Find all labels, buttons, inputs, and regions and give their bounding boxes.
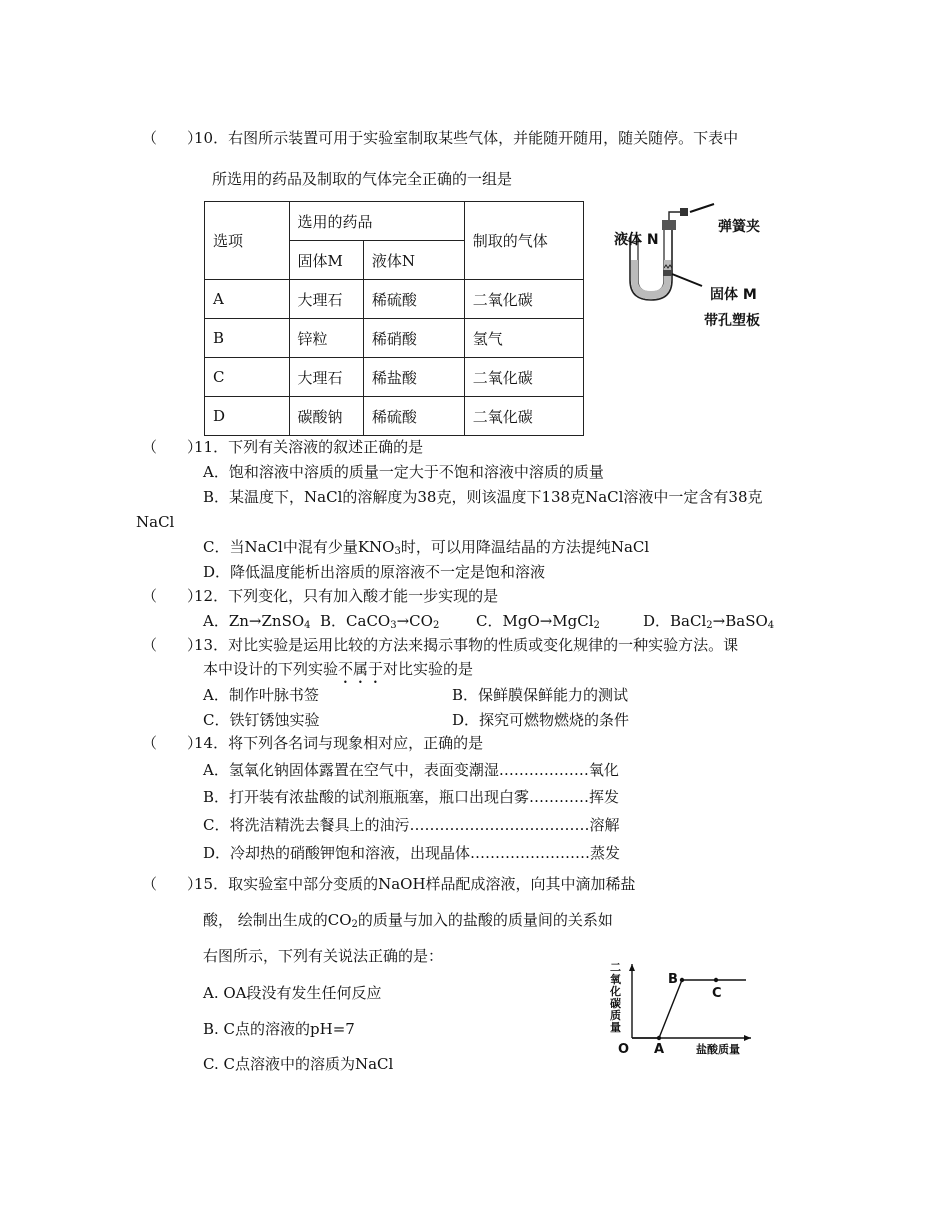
q12-option-a: A．Zn→ZnSO$_4$ bbox=[203, 612, 311, 631]
co2-vs-acid-graph bbox=[606, 958, 756, 1062]
q14-paren: （ ） bbox=[142, 734, 203, 752]
y-axis-arrow bbox=[629, 964, 635, 971]
cell: D bbox=[205, 397, 290, 436]
cell: 锌粒 bbox=[289, 319, 363, 358]
emphasis-not-belong: 不属于 bbox=[338, 660, 384, 678]
q11-option-b-line2: NaCl bbox=[136, 513, 175, 531]
q14-option-b: B．打开装有浓盐酸的试剂瓶瓶塞，瓶口出现白雾…………挥发 bbox=[203, 788, 620, 806]
q15-paren: （ ） bbox=[142, 875, 203, 893]
graph-origin-label: O bbox=[618, 1042, 630, 1057]
q14-option-c: C．将洗洁精洗去餐具上的油污………………………………溶解 bbox=[203, 816, 620, 834]
q15-stem-line3: 右图所示，下列有关说法正确的是： bbox=[203, 947, 444, 965]
cell: 二氧化碳 bbox=[464, 358, 583, 397]
q15-option-c: C. C点溶液中的溶质为NaCl bbox=[203, 1055, 394, 1073]
q12-option-b: B．$CaCO_3\to CO_2$ bbox=[320, 612, 440, 631]
cell: 二氧化碳 bbox=[464, 397, 583, 436]
header-option: 选项 bbox=[205, 202, 290, 280]
q13-paren: （ ） bbox=[142, 636, 203, 654]
label-perforated-plate: 带孔塑板 bbox=[704, 313, 760, 329]
label-solid-m: 固体 M bbox=[710, 287, 757, 303]
q10-paren: （ ） bbox=[142, 129, 203, 147]
q11-option-d: D．降低温度能析出溶质的原溶液不一定是饱和溶液 bbox=[203, 563, 546, 581]
q15-option-b: B. C点的溶液的pH=7 bbox=[203, 1020, 355, 1038]
point-b-marker bbox=[680, 978, 684, 982]
cell: C bbox=[205, 358, 290, 397]
u-tube-apparatus-diagram bbox=[606, 200, 796, 340]
cell: 稀硫酸 bbox=[363, 280, 464, 319]
q14-option-a: A．氢氧化钠固体露置在空气中，表面变潮湿………………氧化 bbox=[203, 761, 619, 779]
cell: 碳酸钠 bbox=[289, 397, 363, 436]
header-drugs: 选用的药品 bbox=[289, 202, 464, 241]
cell: 大理石 bbox=[289, 280, 363, 319]
graph-point-a-label: A bbox=[654, 1042, 665, 1057]
q13-option-b: B．保鲜膜保鲜能力的测试 bbox=[452, 686, 629, 704]
table-row bbox=[205, 358, 584, 397]
q11-stem: 11．下列有关溶液的叙述正确的是 bbox=[194, 438, 424, 456]
label-liquid-n: 液体 N bbox=[614, 232, 659, 248]
q14-stem: 14．将下列各名词与现象相对应，正确的是 bbox=[194, 734, 484, 752]
q11-paren: （ ） bbox=[142, 438, 203, 456]
cell: 稀硫酸 bbox=[363, 397, 464, 436]
graph-point-b-label: B bbox=[668, 972, 678, 987]
q15-stem-line2: 酸， 绘制出生成的$CO_2$的质量与加入的盐酸的质量间的关系如 bbox=[203, 911, 613, 930]
x-axis-arrow bbox=[744, 1035, 751, 1041]
table-row bbox=[205, 319, 584, 358]
q14-option-d: D．冷却热的硝酸钾饱和溶液，出现晶体……………………蒸发 bbox=[203, 844, 621, 862]
cell: 稀硝酸 bbox=[363, 319, 464, 358]
graph-point-c-label: C bbox=[712, 986, 722, 1001]
cell: 二氧化碳 bbox=[464, 280, 583, 319]
q11-option-b-line1: B．某温度下，NaCl的溶解度为38克，则该温度下138克NaCl溶液中一定含有38克 bbox=[203, 488, 763, 506]
header-gas: 制取的气体 bbox=[464, 202, 583, 280]
graph-x-label: 盐酸质量 bbox=[696, 1043, 740, 1056]
q15-option-a: A. OA段没有发生任何反应 bbox=[203, 984, 382, 1002]
graph-y-label: 二氧化碳质量 bbox=[610, 961, 621, 1034]
q12-option-d: D．BaCl$_2$→BaSO$_4$ bbox=[643, 612, 775, 631]
label-spring-clip: 弹簧夹 bbox=[718, 219, 760, 235]
q10-stem-line1: 10．右图所示装置可用于实验室制取某些气体，并能随开随用，随关随停。下表中 bbox=[194, 129, 739, 147]
q10-stem-line2: 所选用的药品及制取的气体完全正确的一组是 bbox=[212, 170, 513, 188]
cell: A bbox=[205, 280, 290, 319]
q13-stem-line1: 13．对比实验是运用比较的方法来揭示事物的性质或变化规律的一种实验方法。课 bbox=[194, 636, 739, 654]
cell: B bbox=[205, 319, 290, 358]
q12-paren: （ ） bbox=[142, 587, 203, 605]
q11-option-a: A．饱和溶液中溶质的质量一定大于不饱和溶液中溶质的质量 bbox=[203, 463, 604, 481]
cell: 氢气 bbox=[464, 319, 583, 358]
q13-option-d: D．探究可燃物燃烧的条件 bbox=[452, 711, 630, 729]
q12-stem: 12．下列变化，只有加入酸才能一步实现的是 bbox=[194, 587, 499, 605]
table-row bbox=[205, 397, 584, 436]
cell: 稀盐酸 bbox=[363, 358, 464, 397]
header-solid: 固体M bbox=[289, 241, 363, 280]
header-liquid: 液体N bbox=[363, 241, 464, 280]
q13-stem-line2: 本中设计的下列实验不属于对比实验的是 bbox=[203, 660, 474, 678]
table-row bbox=[205, 280, 584, 319]
q13-option-a: A．制作叶脉书签 bbox=[203, 686, 319, 704]
q12-option-c: C．MgO→MgCl$_2$ bbox=[476, 612, 600, 631]
co2-curve bbox=[632, 980, 746, 1038]
q11-option-c: C．当NaCl中混有少量$KNO_3$时，可以用降温结晶的方法提纯NaCl bbox=[203, 538, 650, 557]
q10-options-table bbox=[204, 201, 584, 436]
u-tube-drawing bbox=[606, 200, 796, 340]
q13-option-c: C．铁钉锈蚀实验 bbox=[203, 711, 320, 729]
point-c-marker bbox=[714, 978, 718, 982]
cell: 大理石 bbox=[289, 358, 363, 397]
q15-stem-line1: 15．取实验室中部分变质的NaOH样品配成溶液，向其中滴加稀盐 bbox=[194, 875, 636, 893]
